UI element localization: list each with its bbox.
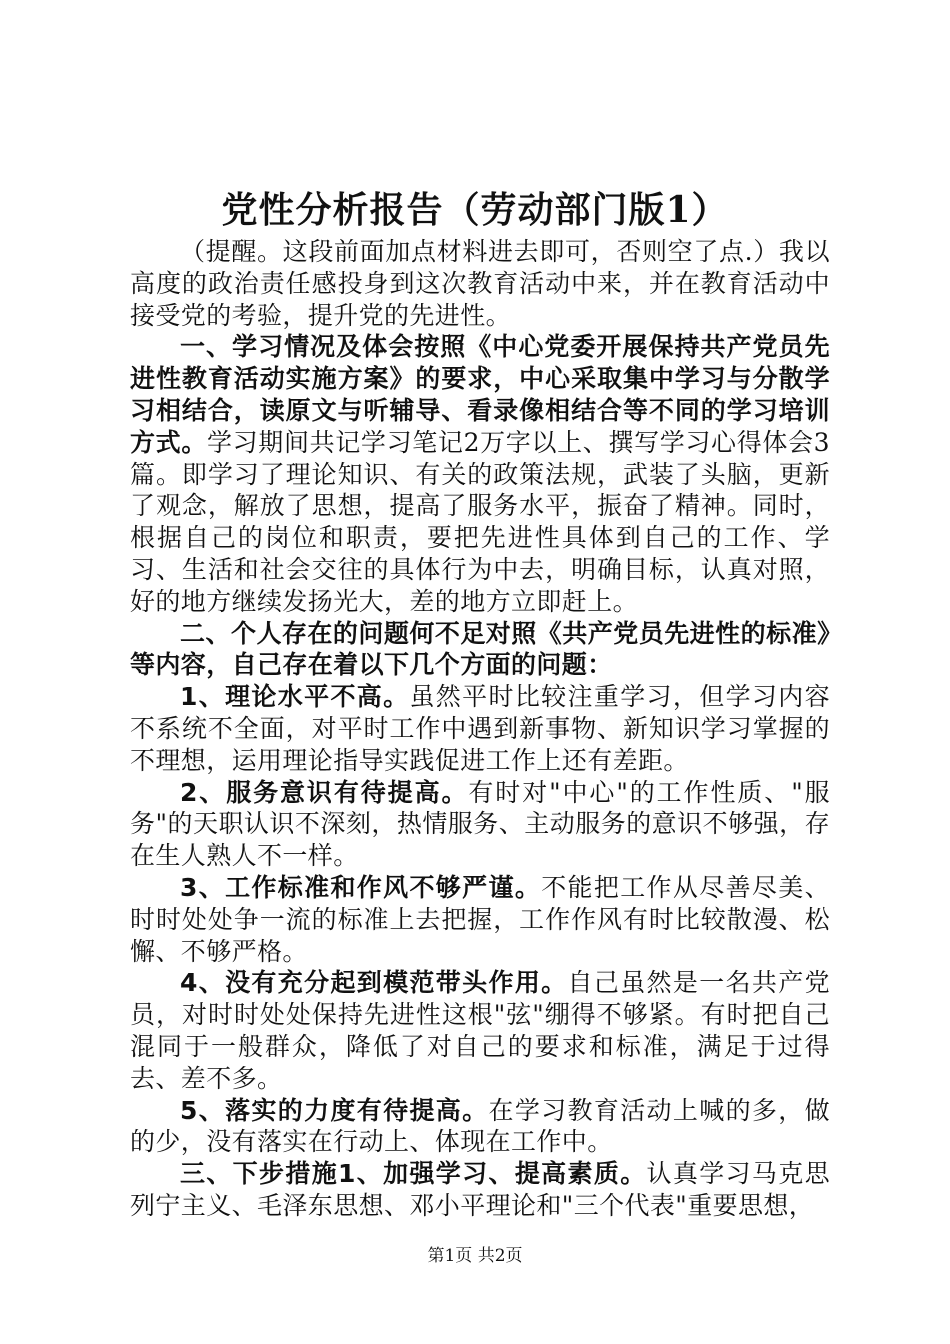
page-footer: 第1页 共2页 [427,1246,523,1266]
paragraph-issue-5 [130,1095,830,1159]
issue-2-text: 有时对"中心"的工作性质、"服务"的天职认识不深刻，热情服务、主动服务的意识不够强，存在生人熟人不一样。 [130,777,831,871]
issue-5-text: 在学习教育活动上喊的多，做的少，没有落实在行动上、体现在工作中。 [130,1095,830,1157]
paragraph-section-1 [130,331,830,617]
issue-4-text: 自己虽然是一名共产党员，对时时处处保持先进性这根"弦"绷得不够紧。有时把自己混同于一般群众，降低了对自己的要求和标准，满足于过得去、差不多。 [130,968,830,1093]
issue-3-text: 不能把工作从尽善尽美、时时处处争一流的标准上去把握，工作作风有时比较散漫、松懈、不够严格。 [130,872,831,966]
paragraph-issue-4 [130,967,830,1094]
paragraph-issue-3 [130,872,830,967]
document-body [130,236,830,1222]
section-1-text: 学习期间共记学习笔记2万字以上、撰写学习心得体会3篇。即学习了理论知识、有关的政策法规，武装了头脑，更新了观念，解放了思想，提高了服务水平，振奋了精神。同时，根据自己的岗位和职责，要把先进性具体到自己的工作、学习、生活和社会交往的具体行为中去，明确目标，认真对照，好的地方继续发扬光大，差的地方立即赶上。 [130,427,830,616]
section-3-heading: 三、下步措施1、加强学习、提高素质。 [180,1159,647,1189]
document-title: 党性分析报告（劳动部门版1） [221,189,729,231]
section-3-text: 认真学习马克思列宁主义、毛泽东思想、邓小平理论和"三个代表"重要思想， [130,1159,830,1220]
section-2-heading: 二、个人存在的问题何不足对照《共产党员先进性的标准》等内容，自己存在着以下几个方面的问题： [130,618,830,680]
paragraph-section-2 [130,618,830,682]
issue-4-heading: 4、没有充分起到模范带头作用。 [180,968,568,998]
section-1-heading: 一、学习情况及体会按照《中心党委开展保持共产党员先进性教育活动实施方案》的要求，中心采取集中学习与分散学习相结合，读原文与听辅导、看录像相结合等不同的学习培训方式。 [130,332,830,457]
issue-5-heading: 5、落实的力度有待提高。 [180,1095,489,1125]
paragraph-issue-2 [130,777,830,872]
paragraph-issue-1 [130,681,830,776]
issue-3-heading: 3、工作标准和作风不够严谨。 [180,872,542,902]
paragraph-intro-text: （提醒。这段前面加点材料进去即可，否则空了点.）我以高度的政治责任感投身到这次教育活动中来，并在教育活动中接受党的考验，提升党的先进性。 [130,237,830,330]
issue-1-text: 虽然平时比较注重学习，但学习内容不系统不全面，对平时工作中遇到新事物、新知识学习掌握的不理想，运用理论指导实践促进工作上还有差距。 [130,682,830,775]
paragraph-intro [130,236,830,331]
issue-1-heading: 1、理论水平不高。 [180,682,410,712]
issue-2-heading: 2、服务意识有待提高。 [180,777,469,807]
paragraph-section-3 [130,1158,830,1222]
